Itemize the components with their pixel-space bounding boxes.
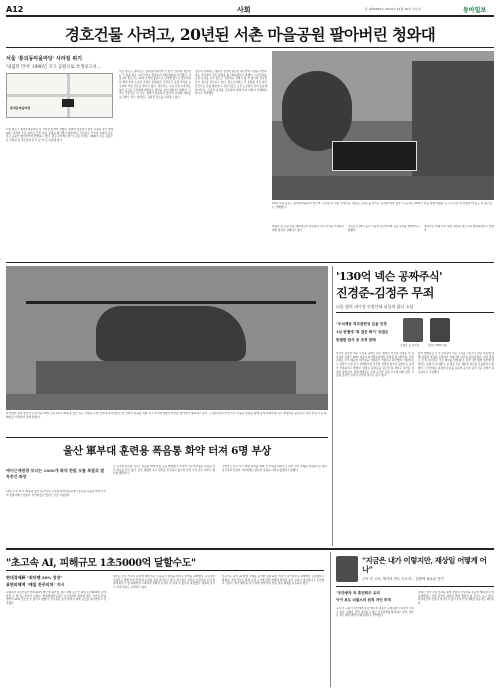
story3-kicker-3: 판결한 판사 등 조정 판례: [336, 338, 376, 342]
story1-body-col2: 서울 종로구 통의동은 '통의동마을마당'이 있다. 청와대 경호처는 이 땅을 경호 시설 부지로 활용하기 위해 매입을 추진했다. 서울시와 종로구는 20년 가까이 공원으로 관리해 왔으나 경호처와의 협의 끝에 소유권 이전이 결정됐다. 주민들은 공원 존치를 요구하며 서명 운동을 벌이고 있다. 경호처는 시설 신축 이후에도 일부 공간을 주민에게 개방하는 방안을 검토하겠다고 밝혔다. 그러나 주민들은 이 같은 설명이 충분하지 않다며 공청회 개최를 요구했다. 인근 상인들도 관광객 감소를 우려하고 있다.: [119, 70, 191, 99]
map-marker-icon: [62, 99, 74, 107]
story1-bottom-rule: [6, 262, 494, 263]
story1-lead-1: 서울 '통의동마을마당' 사라질 위기: [6, 56, 82, 62]
story5-kicker-2: 이야 보도 뇌물스의 원칙 저인 투적: [336, 598, 391, 602]
story1-headline: 경호건물 사려고, 20년된 서촌 마을공원 팔아버린 청와대: [64, 25, 436, 44]
story2-body-col2: 군 당국에 따르면 사고는 폭음통 해체 작업 도중 발생했다. 부상자 가운데 2명은 중상을 입어 치료를 받고 있다. 군은 정확한 사고 원인을 조사하고 있으며 안전 수칙 준수 여부도 확인할 예정이다.: [113, 465, 215, 476]
story4-sub-2: 표면피해액 "매일 전주의처" 지시: [6, 582, 65, 587]
story4-body-col1: 고병원성 조류인플루엔자(AI)가 빠르게 확산할 경우 피해 규모가 최대 1조5000억 원에 달할 수 있다는 분석이 나왔다. 현대경제연구원은 보고서에서 최악의 경우 가금류 산업 생산이 20% 감소할 수 있다고 밝혔다. 연구원은 초기 방역이 피해 규모를 좌우한다고 강조했다.: [6, 591, 106, 606]
story5-body-col2: 검찰은 추가 소환 조사를 통해 진술의 신빙성을 검증할 계획이다. 법조계에서는 이번 증언이 재판의 핵심 쟁점이 될 것으로 보고 있다. 관련자들의 진술이 엇갈리고 있어 수사가 장기화될 가능성도 제기된다.: [418, 591, 494, 606]
column-divider-right: [332, 266, 333, 546]
story1-body-col6: 경호처는 대체 부지 확보 방안을 종로구와 협의하겠다고 말했다.: [424, 225, 494, 232]
bottom-section-rule: [6, 548, 494, 550]
story4-rule: [6, 570, 324, 571]
story4-sub-1: 현대경제硏 "최악땐 20% 성장": [6, 575, 63, 580]
date-line: 온 제29905호 2013년 12월 16일 수요일: [365, 7, 421, 11]
story5-body-col1: 구속 전 고씨가 지인에게 보낸 메시지 내용이 공개되면서 파장이 커지고 있다. 검찰은 관련 증언을 토대로 사실관계를 확인하고 있다. 변호인 측은 해당 발언이 왜곡됐다고 반박했다.: [336, 607, 414, 618]
story5-sub: 구속 전 고씨, 병사의 연두 모르자... 검찰에 폭로된 증언: [362, 577, 444, 581]
story1-rule: [6, 47, 494, 48]
story3-rule: [336, 312, 494, 313]
story2-body-col3: 국방부는 유사 사고 재발 방지를 위해 전 부대를 대상으로 탄약 관리 실태를 점검하기로 했다. 유가족과 부상자 가족에게는 필요한 지원을 아끼지 않겠다고 밝혔다.: [222, 465, 328, 472]
section-label: 사회: [237, 6, 251, 14]
photo-sign: [332, 141, 417, 171]
story2-subhead: 에어근계원량 보다는 1600개 화약 한빛 모를 폭발로 발목중간·화망: [6, 468, 105, 479]
story2-headline: 울산 軍부대 훈련용 폭음통 화약 터져 6명 부상: [62, 445, 272, 457]
story2-rule: [6, 437, 328, 438]
story3-quote: '130억 넥슨 공짜주식': [336, 270, 443, 283]
story1-body-col5: 주민들은 20년 동안 이용한 공간이라며 공원 유지를 희망한다고 밝혔다.: [348, 225, 420, 232]
column-divider-bottom: [330, 552, 331, 687]
story4-headline: "초고속 AI, 피해규모 1초5000억 달할수도": [6, 558, 196, 569]
photo-rotor: [26, 301, 316, 304]
story4-body-col3: 보고서는 과거 AI 발생 사례를 분석한 결과 확산 기간이 길어질수록 피해액이 급증했다고 밝혔다. 전문가들은 철새 도래 시기에 맞춘 선제적 방역과 농가 교육이 필요하다고 조언했다. 정부는 추가 확산을 막기 위해 관계 부처 합동 대응 체계를 가동하고 있다.: [222, 575, 324, 586]
story1-body-col1: 서울 종로구 통의동마을마당 이 사라질 위기에 처했다. 청와대 경호처가 경호 시설을 짓기 위해 20년 가까이 주민 쉼터로 쓰인 마을 공원을 매각했기 때문이다. 주민들은 서촌의 마지막 남은 작은 공원이 없어진다며 반발하고 있다. 종로구에 따르면 이 공원 부지는 1996년 지구 공원으로 지정된 뒤 주민들의 휴식 공간으로 이용돼 왔다.: [6, 128, 113, 143]
story2-photo: [6, 266, 328, 410]
photo-building: [412, 61, 494, 181]
story1-photo: [272, 51, 494, 200]
story5-headline: "지금은 내가 이렇지만, 재상일 어떻게 어나": [362, 556, 487, 574]
photo-helicopter: [96, 306, 246, 361]
story3-name-1: 진경준 등 검사장: [400, 344, 420, 347]
story3-portrait-2: [430, 318, 450, 342]
story3-name-2: 김정주 NXC 대표: [428, 344, 448, 347]
story5-portrait: [336, 556, 358, 582]
story1-photo-caption: 12일 서울 종로구 통의동마을마당 입구에 '소유권 이 전된 안정작용' 새로운 포인트를 알리는 표지판 대상 있다. 이 공원은 20여년 전을 설해 택평을 보고 주민들 여 설명어 마 동구 인결된 맞는 강해였다.: [272, 202, 493, 209]
story3-subhead: 뇌물 혐의 대가성 인정안돼 뇌물죄 없다 소심: [336, 304, 414, 309]
photo-crowd: [36, 361, 296, 396]
story5-kicker: "조만종자 차 휴민회주 유리: [336, 591, 380, 595]
story3-headline: 진경준-김정주 무죄: [336, 286, 434, 300]
story3-portrait-1: [403, 318, 423, 342]
story1-map: [6, 73, 113, 118]
map-road-v: [67, 74, 70, 117]
map-road-h: [7, 94, 112, 97]
header-rule: [6, 15, 494, 17]
story2-body-col1: 13일 오전 11시 47분쯤 울산 북구의 한 군부대 탄약저장소에서 훈련용 폭음통 화약이 터져 장병 6명이 다쳤다. 부상자들은 헬기로 긴급 이송됐다.: [6, 490, 106, 497]
page-number: A12: [6, 5, 24, 14]
story3-kicker-2: 1심 판결에 '특 검은 화이' 뒤집는: [336, 330, 389, 334]
story1-body-col3: 경호처 관계자는 대통령 경호에 필요한 최소한의 시설을 마련하려는 것이라며 주민 불편을 최소화하겠다고 말했다. 시민단체는 공공 녹지를 사적 용도로 전환하는 선례가 될 수 있다며 감사원 감사 청구를 검토하고 있다. 종로구의회도 이 문제를 다음 회기 안건으로 다룰 예정이다. 전문가들은 도심 소공원이 지역 공동체에 미치는 긍정적 효과를 강조하며 대체 부지 마련이 선행돼야 한다고 지적했다.: [195, 70, 267, 96]
story1-lead-2: '내림막 민어' 1996년 지구 공원으로 착생보고서...: [6, 65, 101, 70]
photo-tarmac: [6, 394, 328, 410]
photo-tree: [282, 71, 352, 151]
story3-kicker-1: "주식제공 직무관련성 있음 인정: [336, 322, 387, 326]
story2-photo-caption: 부상입한 환자 헬기로 긴급이송 13일 오전 11시 47분쯤 울산 북구 신현동 소재 군부대 탄약저장소 의 안에서 폭음통 폭발 사고 부상자 6명이 비상용 헬기에서 내려지고 있다. 두 명의 병원 부상 이후 이송되 앞장을 향해 동계 외래부대 사고 발생장을 중심으로 다른 인원 수집 피해자들 사망자가 관계 되었다.: [6, 412, 327, 419]
story1-body-col4: 박물관 및 공원 이용 예약제도와 관련하여 주민 의견을 수렴하기 위한 절차가 진행되고 있다.: [272, 225, 344, 232]
story3-body-col1: 자신이 보유한 넥슨 주식을 공짜로 받은 혐의로 기소된 진경준 전 검사장과 김정주 NXC 대표가 파기환송심에서 무죄를 선고받았다. 서울고법은 주식 제공의 대가성을 인정하기 어렵다고 판단했다. 재판부는 두 사람이 오랜 친구 관계였으며 직무와 관련된 청탁이 있었다는 증거가 부족하다고 밝혔다. 검찰은 판결문을 검토한 뒤 재상고 여부를 결정할 방침이다. 법조계에서는 고위 공직자 금품 수수에 대한 판단 기준을 둘러싼 논란이 이어질 것으로 보고 있다.: [336, 352, 414, 378]
story4-body-col2: 정부는 전국 가금류 농장에 대해 일시 이동중지 명령을 내리고 방역을 강화했다. 농림축산식품부는 발생 지역 반경 내 농장을 집중 관리하고 있다. 연구원은 살처분 보상금과 소비 위축에 따른 간접 피해까지 고려하면 경제적 손실이 더 커질 수 있다고 설명했다. 계란과 닭고기 가격 상승도 우려되고 있다.: [113, 575, 215, 590]
story5-rule: [336, 586, 494, 587]
brand-logo: 동아일보: [463, 7, 487, 14]
story3-body-col2: 앞서 대법원은 진 전 검사장이 넥슨 주식을 무상으로 받은 부분에 대해 뇌물죄 성립을 인정하기 어렵다며 사건을 돌려보냈다. 이번 판결로 진 전 검사장은 주요 혐의를 벗게 됐다. 다만 다른 혐의 일부에 대해서는 유죄가 유지됐다. 김 대표 측은 재판부 판단을 존중한다고 밝혔다. 시민단체는 판결에 유감을 표하며 공직자 윤리 기준 강화가 필요하다고 주장했다.: [418, 352, 494, 374]
map-label: 통의동마을마당: [10, 106, 31, 110]
photo-ground: [272, 176, 494, 200]
